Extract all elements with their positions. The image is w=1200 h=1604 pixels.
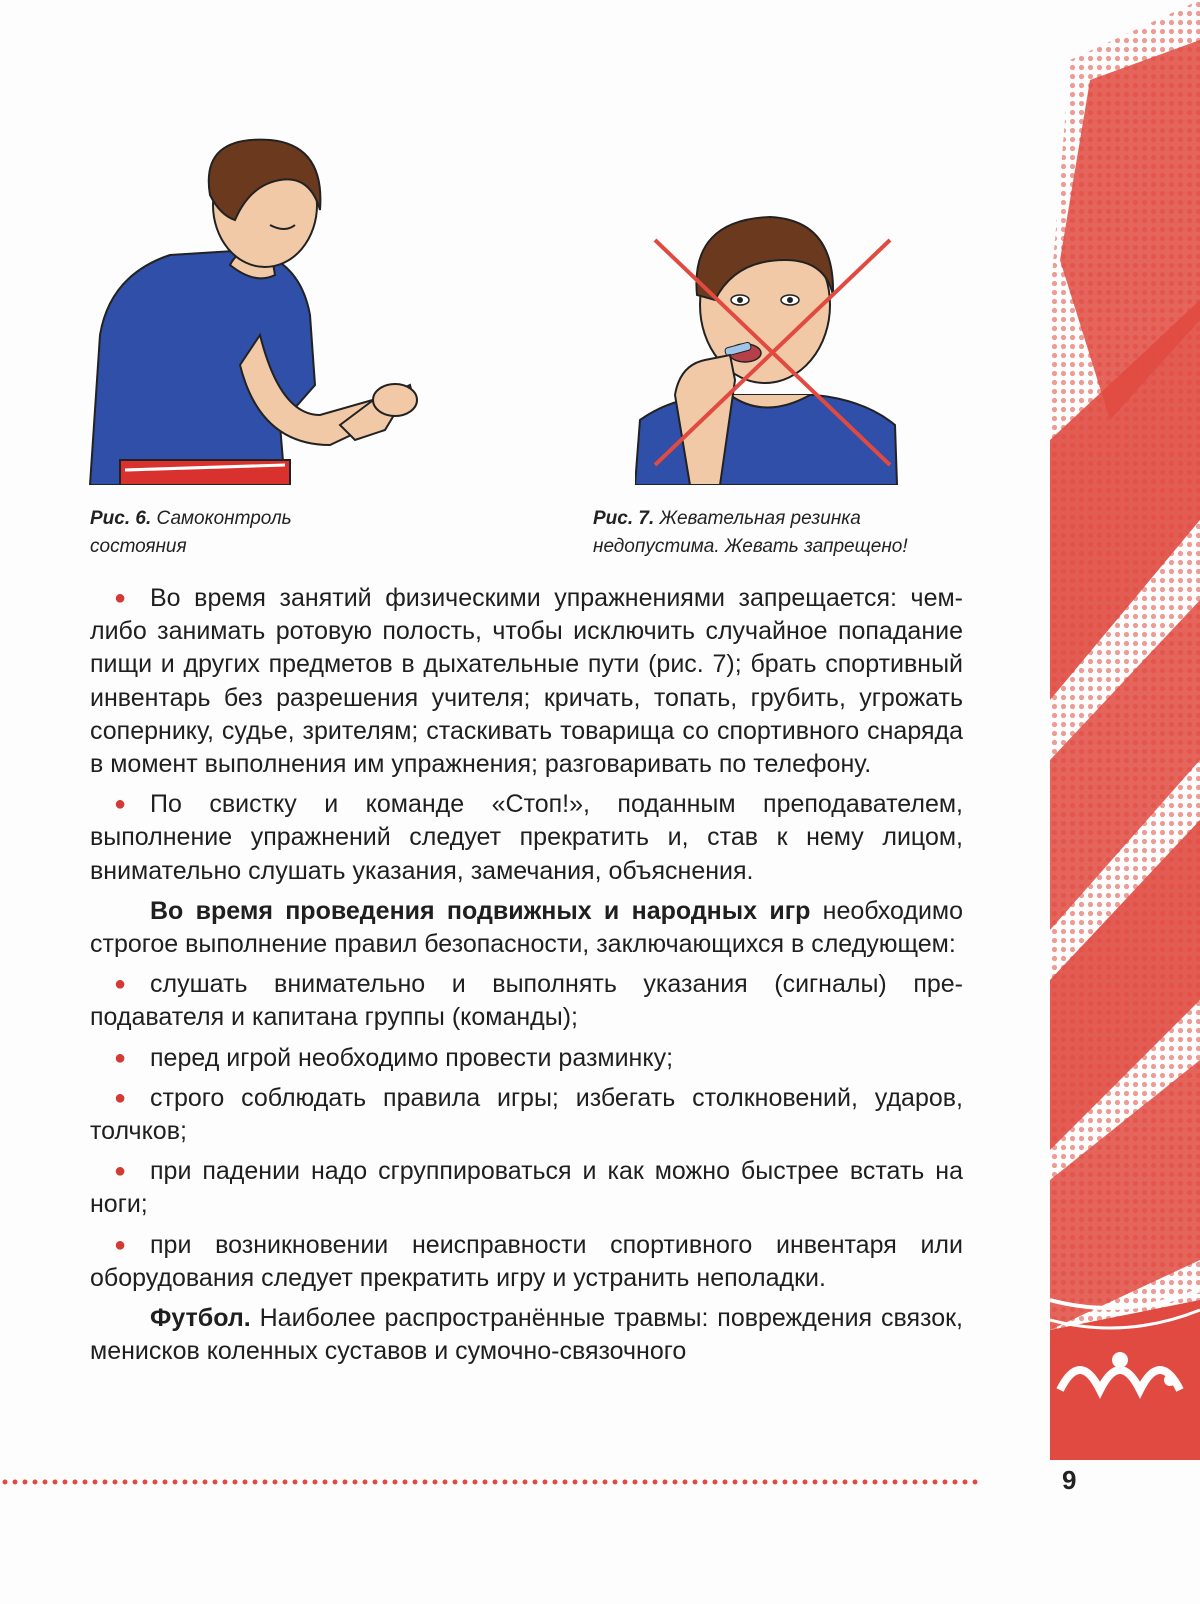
figure-7-caption — [593, 505, 973, 561]
paragraph-games-heading: Во время проведения подвижных и народных игр — [150, 896, 811, 925]
bullet-dot-icon: ● — [114, 1086, 127, 1109]
figure-6-caption-line1: Самоконтроль — [156, 508, 292, 529]
bullet-dot-icon: ● — [114, 587, 127, 609]
paragraph-games — [90, 895, 963, 961]
paragraph-football-heading: Футбол. — [150, 1304, 251, 1333]
paragraph-football-text: Наиболее распространённые травмы: повреждения связок, менисков коленных суставов и сумочно-связочного — [90, 1304, 963, 1366]
paragraph-stop — [90, 788, 963, 888]
list-item — [90, 1155, 963, 1221]
figure-6-caption — [90, 505, 410, 561]
figure-7-caption-line2: недопустима. Жевать запрещено! — [593, 536, 908, 557]
paragraph-games-text: необходимо строгое выполнение правил безопасности, заключающихся в следующем: — [90, 896, 964, 959]
list-item-text: слушать внимательно и выполнять указания (сигналы) преподавателя и капитана группы (команды); — [90, 970, 963, 1032]
bullet-dot-icon: ● — [114, 973, 127, 996]
bullet-dot-icon: ● — [114, 1160, 127, 1183]
page-number: 9 — [1062, 1465, 1077, 1495]
list-item-text: при падении надо сгруппироваться и как можно быстрее встать на ноги; — [90, 1157, 963, 1219]
list-item — [90, 968, 963, 1034]
list-item-text: перед игрой необходимо провести разминку; — [150, 1043, 674, 1072]
bullet-dot-icon: ● — [114, 1233, 127, 1256]
figure-6-illustration — [80, 125, 430, 485]
list-item — [90, 1082, 963, 1148]
footer-dotted-rule — [0, 1477, 990, 1487]
bullet-dot-icon: ● — [114, 793, 127, 816]
figure-6-label: Рис. 6. — [90, 508, 152, 529]
list-item-text: строго соблюдать правила игры; избегать столкновений, ударов, толчков; — [90, 1083, 963, 1146]
list-item-text: при возникновении неисправности спортивного инвентаря или оборудования следует прекратить игру и устранить неполадки. — [90, 1230, 963, 1292]
paragraph-stop-text: По свистку и команде «Стоп!», поданным преподавателем, выполнение упражнений следует прекратить и, став к нему лицом, внимательно слушать указания, замечания, объяснения. — [90, 790, 963, 885]
bullet-dot-icon: ● — [114, 1046, 127, 1069]
paragraph-forbidden-text: Во время занятий физическими упражнениями запрещается: чем-либо занимать ротовую полость, чтобы исключить случайное попадание пищи и других предметов в дыхательные пути (рис. 7); брать спортивный инвентарь без разрешения учителя; кричать, топать, грубить, угрожать сопернику, судье, зрителям; стаскивать товарища со спортивного снаряда в момент выполнения им упражнения; разговаривать по телефону. — [90, 584, 963, 779]
paragraph-forbidden — [90, 582, 963, 781]
body-text — [90, 582, 963, 1368]
figure-6-caption-line2: состояния — [90, 536, 187, 557]
figure-7-illustration — [635, 205, 900, 485]
list-item — [90, 1229, 963, 1295]
figure-7-caption-line1: Жевательная резинка — [659, 508, 861, 529]
decorative-side-band — [1050, 0, 1200, 1460]
paragraph-football — [90, 1302, 963, 1368]
list-item — [90, 1042, 963, 1075]
figure-7-label: Рис. 7. — [593, 508, 655, 529]
